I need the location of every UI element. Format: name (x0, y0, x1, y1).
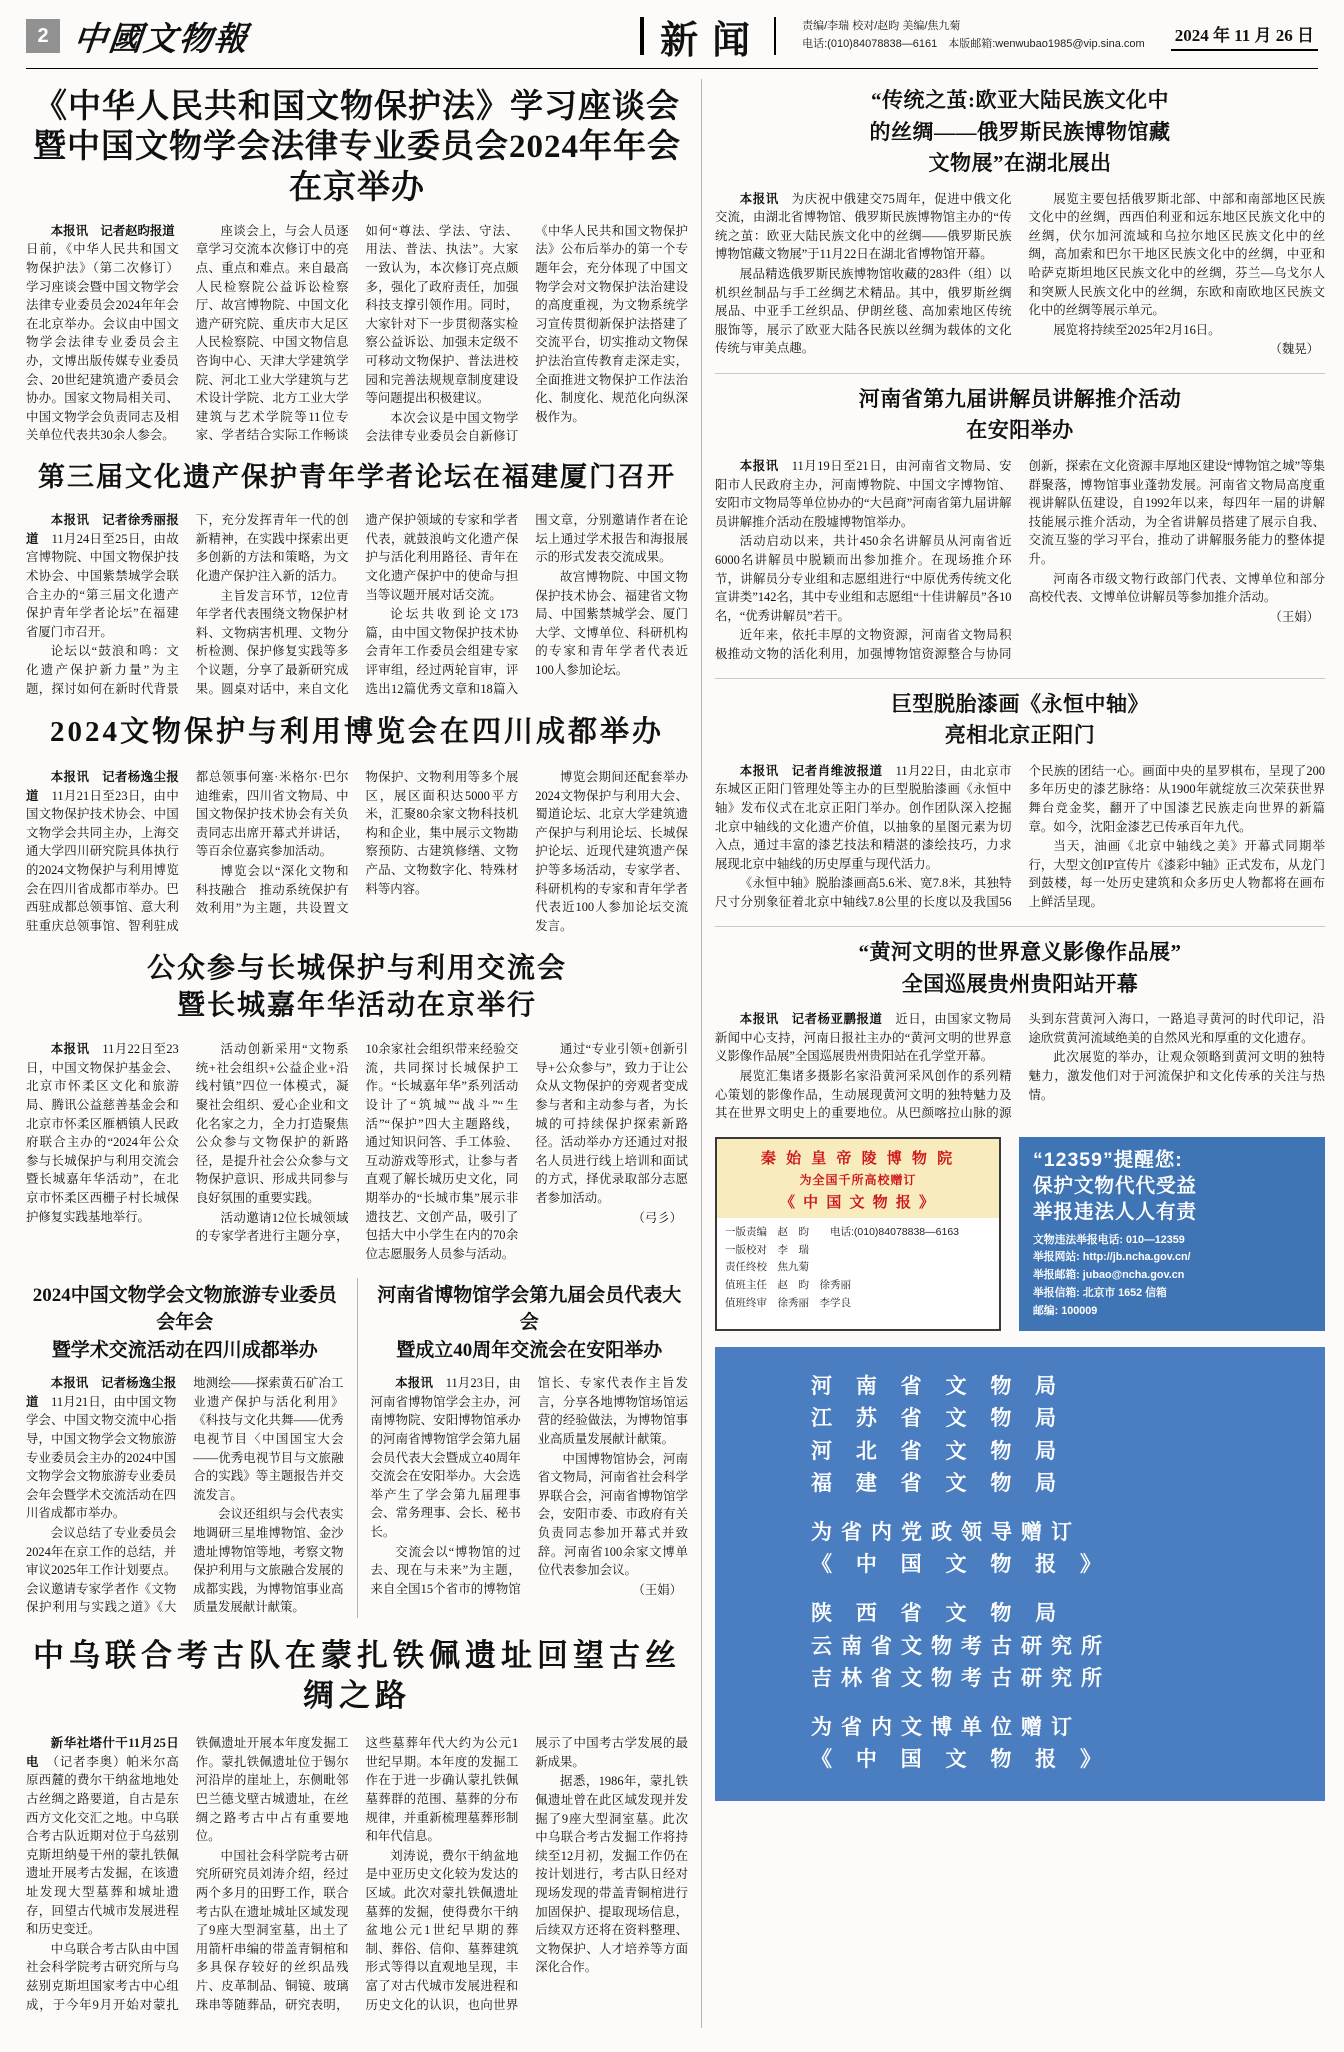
text-line: 邮编: 100009 (1033, 1304, 1098, 1317)
body-paragraph: 刘涛说，费尔干纳盆地是中亚历史文化较为发达的区域。此次对蒙扎铁佩遗址墓葬的发掘，使得费尔干纳盆地公元1世纪早期的葬制、葬俗、信仰、墓葬建筑形式等得以直观地呈现，丰富了对古代城市发展进程和历史文化的认识，也向世界展示了中国考古学发展的最新成果。 (365, 1736, 688, 2012)
article-headline (715, 85, 1325, 180)
text-line: 暨学术交流活动在四川成都举办 (51, 1339, 318, 1361)
body-paragraph: 活动创新采用“文物系统+社会组织+公益企业+沿线村镇”四位一体模式，凝聚社会组织、爱心企业和文化名家之力，全力打造聚焦公众参与文物保护的新路径，是提升社会公众参与文物保护意识、形成共同参与良好氛围的重要实践。 (195, 1042, 349, 1206)
text-group (811, 1517, 1325, 1582)
byline-lead: 本报讯 (50, 1042, 90, 1057)
text-line: 值班主任 赵 昀 徐秀丽 (725, 1279, 851, 1292)
body-paragraph: 近年来，依托丰厚的文物资源，河南省文物局积极推动文物的活化利用，加强博物馆资源整合与协同创新，探索在文化资源丰厚地区建设“博物馆之城”等集群聚落，博物馆事业蓬勃发展。河南省文物局高度重视讲解队伍建设，自1992年以来，每四年一届的讲解技能展示推介活动，为全省讲解员搭建了展示自我、交流互鉴的学习平台，推动了讲解服务能力的整体提升。 (715, 458, 1325, 662)
article-headline (371, 1282, 689, 1365)
body-paragraph: 论坛以“鼓浪和鸣：文化遗产保护新力量”为主题，探讨如何在新时代背景下，充分发挥青年一代的创新精神，在实践中探索出更多创新的方法和策略，为文化遗产保护注入新的活力。 (26, 513, 349, 696)
text-line: “传统之茧:欧亚大陆民族文化中 (871, 88, 1169, 112)
article-headline (26, 714, 688, 752)
article-headline (26, 87, 688, 208)
paper-logo: 中國文物報 (71, 18, 251, 58)
article-headline (26, 1636, 688, 1717)
byline-lead: 本报讯 记者肖维波报道 (739, 763, 883, 778)
text-line: 暨长城嘉年华活动在京举行 (176, 989, 537, 1021)
body-paragraph: 此次展览的举办，让观众领略到黄河文明的独特魅力，激发他们对于河流保护和文化传承的关注与热情。 (1028, 1050, 1325, 1102)
ad-line: 为全国千所高校赠订 (799, 1172, 917, 1187)
article-jiangjieyuan (715, 384, 1325, 664)
article-rule (715, 678, 1325, 679)
text-line: 第三届文化遗产保护青年学者论坛在福建厦门召开 (38, 462, 676, 493)
body-paragraph: 论坛共收到论文173篇，由中国文物保护技术协会青年工作委员会组建专家评审组，经过两轮盲审，评选出12篇优秀文章和18篇入围文章，分别邀请作者在论坛上通过学术报告和海报展示的形式发表交流成果。 (365, 513, 688, 696)
article-body (26, 1374, 344, 1617)
editors-info (802, 18, 1145, 53)
body-paragraph: 通过“专业引领+创新引导+公众参与”，致力于让公众从文物保护的旁观者变成参与者和主动参与者，为长城的可持续保护探索新路径。活动举办方还通过对报名人员进行线上培训和面试的方式，择优录取部分志愿者参加活动。 (535, 1042, 688, 1206)
article-sichou-zhan (715, 85, 1325, 359)
body-paragraph: 展品精选俄罗斯民族博物馆收藏的283件（组）以机织丝制品与手工丝绸艺术精品。其中，俄罗斯丝绸展品、中亚手工丝织品、伊朗丝毯、高加索地区传统服饰等，展示了欧亚大陆各民族以丝绸为载体的文化传统与审美点趣。 (715, 266, 1012, 356)
article-body (26, 222, 688, 446)
text-group (811, 1371, 1325, 1501)
ad-12359-box (1019, 1137, 1325, 1331)
text-line: 河南省博物馆学会第九届会员代表大会 (377, 1284, 682, 1334)
text-line: 云南省文物考古研究所 (811, 1634, 1111, 1658)
divider-bar (640, 17, 644, 55)
body-paragraph: 本报讯 记者杨逸尘报道 11月21日，由中国文物学会、中国文物交流中心指导，中国文物学会文物旅游专业委员会主办的2024中国文物学会文物旅游专业委员会年会暨学术交流活动在四川省成都市举办。 (26, 1376, 177, 1521)
author-signature: （魏晃） (1269, 342, 1319, 357)
text-line: 公众参与长城保护与利用交流会 (146, 953, 567, 985)
section-divider (701, 79, 702, 2028)
article-wenwubaohufa (26, 87, 688, 446)
body-paragraph: 博览会期间还配套举办2024文物保护与利用大会、蜀道论坛、北京大学建筑遗产保护与利用论坛、长城保护论坛、近现代建筑遗产保护等多场活动，专家学者、科研机构的专家和青年学者代表近100人参加论坛交流发言。 (535, 769, 688, 933)
body-paragraph: 当天，油画《北京中轴线之美》开幕式同期举行，大型文创IP宣传片《漆彩中轴》正式发布，从龙门到鼓楼，每一处历史建筑和众多历史人物都将在画布上鲜活呈现。 (1028, 839, 1325, 909)
body-paragraph: 会议总结了专业委员会2024年在京工作的总结，并审议2025年工作计划要点。会议邀请专家学者作《文物保护利用与实践之道》《大地测绘——探索黄石矿冶工业遗产保护与活化利用》《科技与文化共舞——优秀电视节目〈中国国宝大会——优秀电视节目与文旅融合的实践》等主题报告并交流发言。 (26, 1376, 344, 1615)
article-headline (26, 1282, 344, 1365)
body-paragraph: 座谈会上，与会人员逐章学习交流本次修订中的亮点、重点和难点。来自最高人民检察院公益诉讼检察厅、故宫博物院、中国文化遗产研究院、重庆市大足区人民检察院、中国文物信息咨询中心、天津大学建筑学院、河北工业大学建筑与艺术设计学院、北方工业大学建筑与艺术学院等11位专家、学者结合实际工作畅谈如何“尊法、学法、守法、用法、普法、执法”。大家一致认为，本次修订亮点颇多，强化了政府责任，加强科技支撑引领作用。同时，大家针对下一步贯彻落实检察公益诉讼、加强未定级不可移动文物保护、普法进校园和完善法规规章制度建设等问题提出积极建议。 (195, 223, 519, 443)
text-line: 举报邮箱: jubao@ncha.gov.cn (1033, 1269, 1185, 1282)
ad-line: 《 中 国 文 物 报 》 (779, 1193, 936, 1211)
author-signature: （王娟） (632, 1582, 682, 1597)
article-bolanhui (26, 714, 688, 935)
text-line: 2024文物保护与利用博览会在四川成都举办 (49, 716, 664, 749)
text-line: 亮相北京正阳门 (944, 723, 1096, 748)
article-body (715, 1010, 1325, 1123)
alert-title (1033, 1147, 1311, 1226)
article-headline (715, 937, 1325, 1000)
byline-lead: 本报讯 (739, 458, 779, 473)
body-paragraph: 中国社会科学院考古研究所研究员刘涛介绍，经过两个多月的田野工作，联合考古队在遗址城址区域发现了9座大型洞室墓，出土了用箭杆串编的带盖青铜棺和多具保存较好的丝织品残片、皮革制品、铜镜、玻璃珠串等随葬品，研究表明，这些墓葬年代大约为公元1世纪早期。本年度的发掘工作在于进一步确认蒙扎铁佩墓葬群的范围、墓葬的分布规律，并重新梳理墓葬形制和年代信息。 (195, 1736, 519, 2012)
text-line: 文物违法举报电话: 010—12359 (1033, 1233, 1185, 1246)
article-body (715, 190, 1325, 359)
text-group (811, 1598, 1325, 1696)
text-line: 为省内党政领导赠订 (811, 1520, 1081, 1544)
byline-lead: 本报讯 记者杨逸尘报道 (26, 769, 179, 803)
article-qihua-yongheng (715, 689, 1325, 912)
article-body (715, 457, 1325, 664)
text-line: 举报网站: http://jb.ncha.gov.cn/ (1033, 1251, 1191, 1264)
text-line: 2024中国文物学会文物旅游专业委员会年会 (32, 1284, 337, 1334)
article-qingnian-luntan (26, 460, 688, 698)
text-line: 河南省第九届讲解员讲解推介活动 (858, 386, 1182, 411)
alert-info (1033, 1232, 1311, 1321)
text-group (811, 1712, 1325, 1777)
text-line: 《 中 国 文 物 报 》 (811, 1553, 1111, 1577)
masthead (26, 10, 1318, 62)
byline-lead: 本报讯 记者徐秀丽报道 (26, 513, 179, 546)
body-paragraph: 本报讯 记者赵昀报道 日前，《中华人民共和国文物保护法》（第二次修订）学习座谈会暨中国文物学会法律专业委员会2024年年会在北京举办。会议由中国文物学会法律专业委员会主办，文博出版传媒专业委员会、20世纪建筑遗产委员会协办。国家文物局相关司、中国文物学会负责同志及相关单位代表共30余人参会。 (26, 223, 188, 443)
article-huanghe-yingxiang (715, 937, 1325, 1123)
article-body (715, 762, 1325, 912)
article-headline (715, 689, 1325, 752)
body-paragraph: 故宫博物院、中国文物保护技术协会、福建省文物局、中国紫禁城学会、厦门大学、文博单位、科研机构的专家和青年学者代表近100人参加论坛。 (535, 569, 688, 678)
text-line: 《 中 国 文 物 报 》 (811, 1748, 1111, 1772)
article-body (26, 1040, 688, 1263)
body-paragraph: 本报讯 11月23日，由河南省博物馆学会主办，河南博物院、安阳博物馆承办的河南省博物馆学会第九届会员代表大会暨成立40周年交流会在安阳举办。大会选举产生了学会第九届理事会、常务理事、会长、秘书长。 (370, 1376, 521, 1540)
body-paragraph: 据悉，1986年，蒙扎铁佩遗址曾在此区域发现并发掘了9座大型洞室墓。此次中乌联合考古发掘工作将持续至12月初，发掘工作仍在按计划进行，考古队日经对现场发现的带盖青铜棺进行加固保护、提取现场信息，后续双方还将在资料整理、文物保护、人才培养等方面深化合作。 (535, 1774, 688, 1975)
text-line: 江 苏 省 文 物 局 (811, 1407, 1066, 1431)
text-line: 一版责编 赵 昀 电话:(010)84078838—6163 (725, 1225, 960, 1238)
body-paragraph: 中国博物馆协会，河南省文物局，河南省社会科学界联合会，河南省博物馆学会，安阳市委、市政府有关负责同志参加开幕式并致辞。河南省100余家文博单位代表参加会议。 (537, 1451, 688, 1578)
byline-lead: 本报讯 (739, 191, 779, 206)
column-rule (357, 1278, 358, 1618)
two-article-row (26, 1278, 688, 1618)
article-headline (26, 460, 688, 495)
body-paragraph: 本报讯 11月19日至21日，由河南省文物局、安阳市人民政府主办，河南博物院、中国文字博物馆、安阳市文物局等单位协办的“大邑商”河南省第九届讲解员讲解推介活动在殷墟博物馆举办。 (715, 458, 1012, 529)
article-body (26, 511, 688, 698)
body-paragraph: 河南各市级文物行政部门代表、文博单位和部分高校代表、文博单位讲解员等参加推介活动。 (1028, 571, 1325, 605)
text-line: 河 南 省 文 物 局 (811, 1374, 1066, 1398)
date: 2024 年 11 月 26 日 (1171, 21, 1318, 51)
body-paragraph: 中乌联合考古队由中国社会科学院考古研究所与乌兹别克斯坦国家考古中心组成，于今年9月开始对蒙扎铁佩遗址开展本年度发掘工作。蒙扎铁佩遗址位于锡尔河沿岸的崖址上，东侧毗邻巴兰德戈壁古城遗址，在丝绸之路考古中占有重要地位。 (26, 1736, 349, 2012)
body-paragraph: 《永恒中轴》脱胎漆画高5.6米、宽7.8米，其独特尺寸分别象征着北京中轴线7.8公里的长度以及我国56个民族的团结一心。画面中央的星罗棋布，呈现了200多年历史的漆艺脉络：从1900年就绽放三次荣获世界舞台竞金奖，翻开了中国漆艺民族走向世界的新篇章。如今，沈阳金漆艺已传承百年九代。 (715, 763, 1325, 909)
byline-lead: 新华社塔什干11月25日电 (26, 1736, 179, 1769)
byline-lead: 本报讯 记者杨逸尘报道 (26, 1376, 177, 1409)
text-line: 责任终校 焦九菊 (725, 1261, 809, 1274)
ad-line: 秦 始 皇 帝 陵 博 物 院 (760, 1149, 956, 1167)
article-rule (715, 926, 1325, 927)
body-paragraph: 展览主要包括俄罗斯北部、中部和南部地区民族文化中的丝绸，西西伯利亚和远东地区民族文化中的丝绸，伏尔加河流域和乌拉尔地区民族文化中的丝绸，高加索和巴尔干地区民族文化中的丝绸，中亚和哈萨克斯坦地区民族文化中的丝绸，芬兰—乌戈尔人和突厥人民族文化中的丝绸，东欧和南欧地区民族文化中的丝绸等展示单元。 (1028, 191, 1325, 318)
text-line: 为省内文博单位赠订 (811, 1715, 1081, 1739)
byline-lead: 本报讯 (395, 1376, 434, 1391)
article-body (371, 1374, 689, 1599)
right-section (715, 79, 1325, 2028)
byline-lead: 本报讯 记者赵昀报道 (50, 223, 175, 238)
article-rule (715, 373, 1325, 374)
body-paragraph: 本报讯 记者徐秀丽报道 11月24日至25日，由故宫博物院、中国文物保护技术协会、中国紫禁城学会联合主办的“第三届文化遗产保护青年学者论坛”在福建省厦门市召开。 (26, 513, 179, 639)
article-changcheng (26, 951, 688, 1263)
text-line: 一版校对 李 瑞 (725, 1243, 809, 1256)
body-paragraph: 本报讯 11月22日至23日，中国文物保护基金会、北京市怀柔区文化和旅游局、腾讯公益慈善基金会和北京市怀柔区雁栖镇人民政府联合主办的“2024年公众参与长城保护与利用交流会暨长城嘉年华活动”，在北京市怀柔区西栅子村长城保护修复实践基地举行。 (26, 1042, 179, 1224)
staff-box (717, 1218, 999, 1321)
body-paragraph: 本报讯 记者杨逸尘报道 11月21日至23日，由中国文物保护技术协会、中国文物学会共同主办，上海交通大学四川研究院具体执行的2024文物保护与利用博览会在四川省成都市举办。巴西驻成都总领事馆、意大利驻重庆总领事馆、智利驻成都总领事何塞·米格尔·巴尔迪维索，四川省文物局、中国文物保护技术协会有关负责同志出席开幕式并讲话，等百余位嘉宾参加活动。 (26, 769, 349, 933)
ad-yellow-header (717, 1139, 999, 1218)
text-line: 的丝绸——俄罗斯民族博物馆藏 (869, 119, 1171, 144)
body-paragraph: 展览汇集诸多摄影名家沿黄河采风创作的系列精心策划的影像作品，生动展现黄河文明的独特魅力及其在世界文明史上的重要地位。从巴颜喀拉山脉的源头到东营黄河入海口，一路追寻黄河的时代印记，沿途欣赏黄河流域绝美的自然风光和厚重的文化遗存。 (715, 1012, 1325, 1121)
article-headline (715, 384, 1325, 447)
text-line: “12359”提醒您: (1033, 1148, 1183, 1171)
page-number: 2 (26, 19, 60, 53)
body-paragraph: 本报讯 为庆祝中俄建交75周年，促进中俄文化交流，由湖北省博物馆、俄罗斯民族博物馆主办的“传统之茧：欧亚大陆民族文化中的丝绸——俄罗斯民族博物馆藏文物展”于11月22日在湖北省博物馆开幕。 (715, 191, 1012, 262)
left-section (26, 79, 688, 2028)
text-line: 暨成立40周年交流会在安阳举办 (396, 1339, 663, 1361)
text-line: 中乌联合考古队在蒙扎铁佩遗址回望古丝绸之路 (33, 1637, 681, 1713)
text-line: 河 北 省 文 物 局 (811, 1439, 1066, 1463)
ads-row (715, 1137, 1325, 1331)
text-line: 在安阳举办 (966, 418, 1074, 443)
body-paragraph: 会议还组织与会代表实地调研三星堆博物馆、金沙遗址博物馆等地，考察文物保护利用与文旅融合发展的成都实践，为博物馆事业高质量发展献计献策。 (193, 1507, 344, 1615)
text-line: 全国巡展贵州贵阳站开幕 (901, 971, 1139, 996)
text-line: 举报违法人人有责 (1033, 1201, 1198, 1224)
text-line: 巨型脱胎漆画《永恒中轴》 (891, 691, 1149, 716)
body-paragraph: 展览将持续至2025年2月16日。 (1053, 322, 1221, 337)
body-paragraph: 主旨发言环节，12位青年学者代表围绕文物保护材料、文物病害机理、文物分析检测、保护修复实践等多个议题，分享了最新研究成果。圆桌对话中，来自文化遗产保护领域的专家和学者代表，就鼓浪屿文化遗产保护与活化利用路径、青年在文化遗产保护中的使命与担当等议题开展对话交流。 (195, 513, 519, 696)
author-signature: （弓彡） (632, 1210, 682, 1225)
text-line: 举报信箱: 北京市 1652 信箱 (1033, 1287, 1167, 1300)
body-paragraph: 活动邀请12位长城领域的专家学者进行主题分享，10余家社会组织带来经验交流，共同探讨长城保护工作。“长城嘉年华”系列活动设计了“筑城”“战斗”“生活”“保护”四大主题路线，通过知识问答、手工体验、互动游戏等形式，让参与者直观了解长城历史文化，同期举办的“长城市集”展示非遗技艺、文创产品，吸引了包括大中小学生在内的70余位志愿服务人员参与活动。 (195, 1042, 519, 1261)
section-name: 新闻 (660, 17, 765, 62)
body-paragraph: 交流会以“博物馆的过去、现在与未来”为主题，来自全国15个省市的博物馆馆长、专家代表作主旨发言，分享各地博物馆场馆运营的经验做法，为博物馆事业高质量发展献计献策。 (370, 1376, 688, 1596)
text-line: 值班终审 徐秀丽 李学良 (725, 1297, 851, 1310)
divider-bar (774, 17, 776, 55)
text-line: 陕 西 省 文 物 局 (811, 1602, 1066, 1625)
ad-qinshihuang-box (715, 1137, 1001, 1331)
body-paragraph: 活动启动以来，共计450余名讲解员从河南省近6000名讲解员中脱颖而出参加推介。在现场推介环节，讲解员分专业组和志愿组进行“中原优秀传统文化宣讲类”142名，其中专业组和志愿组“十佳讲解员”各10名，“优秀讲解员”若干。 (715, 534, 1012, 623)
text-line: 文物展”在湖北展出 (928, 151, 1112, 175)
article-wenwulvyou (26, 1278, 344, 1618)
article-zhongwu-kaogu (26, 1636, 688, 2015)
masthead-rule (26, 68, 1318, 69)
article-body (26, 768, 688, 935)
text-line: 保护文物代代受益 (1033, 1175, 1198, 1198)
article-headline (26, 951, 688, 1024)
text-line: 暨中国文物学会法律专业委员会2024年年会在京举办 (33, 129, 681, 206)
org-subscription-box (715, 1347, 1325, 1801)
body-paragraph: 博览会以“深化文物和科技融合 推动系统保护有效利用”为主题，共设置文物保护、文物利用等多个展区，展区面积达5000平方米，汇聚80余家文物科技机构和企业，集中展示文物勘察预防、古建筑修缮、文物产品、文物数字化、特殊材料等内容。 (195, 769, 519, 916)
main-content (26, 79, 1325, 2028)
author-signature: （王娟） (1269, 609, 1319, 624)
text-line: 吉林省文物考古研究所 (811, 1667, 1111, 1691)
body-paragraph: 本报讯 记者杨亚鹏报道 近日，由国家文物局新闻中心支持，河南日报社主办的“黄河文明的世界意义影像作品展”全国巡展贵州贵阳站在孔学堂开幕。 (715, 1012, 1012, 1064)
text-line: 福 建 省 文 物 局 (811, 1472, 1066, 1496)
byline-lead: 本报讯 记者杨亚鹏报道 (739, 1012, 883, 1027)
editors-line: 责编/李瑞 校对/赵昀 美编/焦九菊 (802, 20, 961, 33)
article-bowuguanxuehui (371, 1278, 689, 1618)
body-paragraph: 本报讯 记者肖维波报道 11月22日，由北京市东城区正阳门管理处等主办的巨型脱胎漆画《永恒中轴》发布仪式在北京正阳门举办。创作团队深入挖掘北京中轴线的文化遗产价值，以抽象的星图元素为切入点，通过丰富的漆艺技法和精湛的漆绘技巧，力求展现北京中轴线的历史厚重与现代活力。 (715, 763, 1012, 871)
article-body (26, 1734, 688, 2014)
body-paragraph: 本次会议是中国文物学会法律专业委员会自新修订《中华人民共和国文物保护法》公布后举办的第一个专题年会，充分体现了中国文物学会对文物保护法治建设的高度重视，为文物系统学习宣传贯彻新保护法搭建了交流平台，切实推动文物保护法治宣传教育走深走实，全面推进文物保护工作法治化、制度化、规范化向纵深极作为。 (365, 223, 688, 444)
text-line: “黄河文明的世界意义影像作品展” (858, 940, 1182, 965)
body-paragraph: 新华社塔什干11月25日电 （记者李奥）帕米尔高原西麓的费尔干纳盆地地处古丝绸之路要道，自古是东西方文化交汇之地。中乌联合考古队近期对位于乌兹别克斯坦纳曼干州的蒙扎铁佩遗址开展考古发掘，在该遗址发现大型墓葬和城址遗存，回望古代城市发展进程和历史变迁。 (26, 1736, 179, 1937)
contact-line: 电话:(010)84078838—6161 本版邮箱:wenwubao1985@vip.sina.com (802, 38, 1145, 50)
text-line: 《中华人民共和国文物保护法》学习座谈会 (34, 89, 680, 125)
